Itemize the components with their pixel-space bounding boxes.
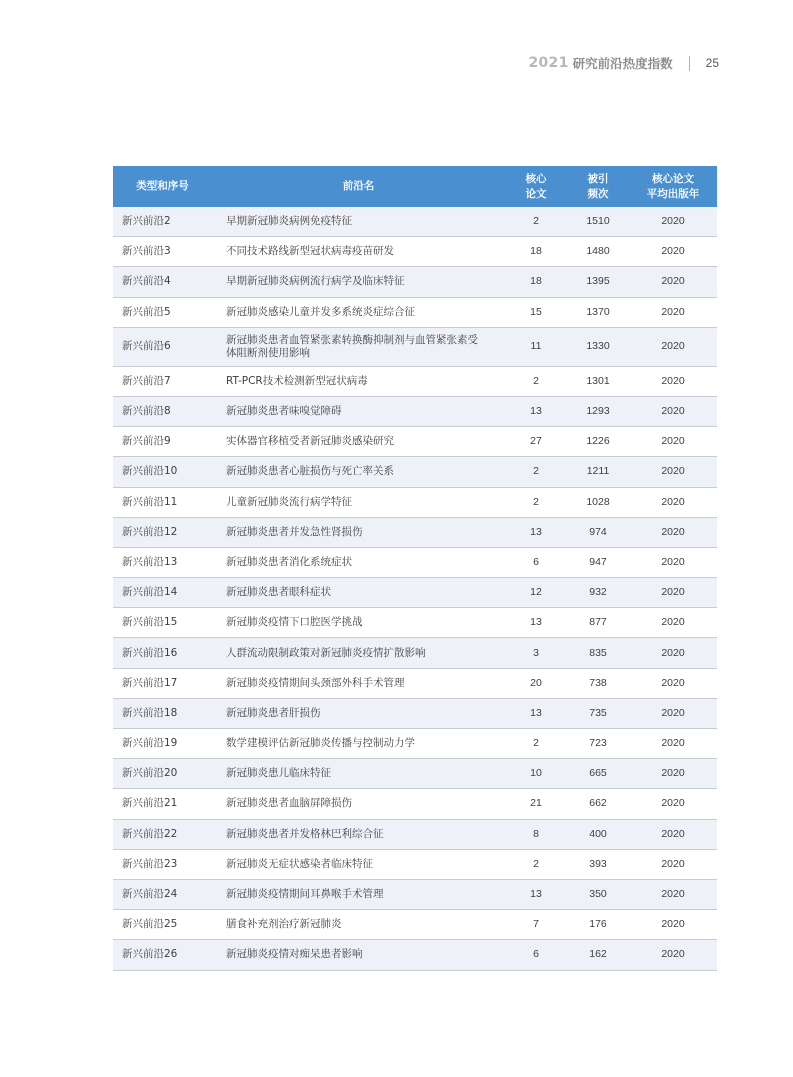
cell-core-papers: 13 <box>505 517 567 547</box>
cell-mean-year: 2020 <box>629 207 717 237</box>
table-row <box>113 427 717 457</box>
table-row <box>113 759 717 789</box>
table-row <box>113 487 717 517</box>
cell-citations: 1211 <box>567 457 629 487</box>
cell-citations: 162 <box>567 940 629 970</box>
cell-mean-year: 2020 <box>629 698 717 728</box>
cell-mean-year: 2020 <box>629 759 717 789</box>
report-title: 研究前沿热度指数 <box>572 56 673 71</box>
cell-front-id: 新兴前沿12 <box>113 517 212 547</box>
cell-front-name: 新冠肺炎患者味嗅觉障碍 <box>212 396 505 426</box>
cell-citations: 1510 <box>567 207 629 237</box>
cell-mean-year: 2020 <box>629 427 717 457</box>
cell-citations: 738 <box>567 668 629 698</box>
cell-front-name: 新冠肺炎患者肝损伤 <box>212 698 505 728</box>
cell-front-id: 新兴前沿24 <box>113 879 212 909</box>
cell-core-papers: 13 <box>505 879 567 909</box>
header-line: 核心 <box>525 172 547 185</box>
table-row <box>113 729 717 759</box>
cell-front-name: 新冠肺炎患者血管紧张素转换酶抑制剂与血管紧张素受体阻断剂使用影响 <box>212 327 505 366</box>
column-header-type-number <box>113 166 212 207</box>
header-line: 频次 <box>587 187 609 200</box>
cell-core-papers: 6 <box>505 547 567 577</box>
table-row <box>113 879 717 909</box>
cell-citations: 1293 <box>567 396 629 426</box>
cell-mean-year: 2020 <box>629 849 717 879</box>
cell-front-name: 新冠肺炎患儿临床特征 <box>212 759 505 789</box>
cell-citations: 835 <box>567 638 629 668</box>
table-row <box>113 396 717 426</box>
cell-citations: 1226 <box>567 427 629 457</box>
cell-citations: 1028 <box>567 487 629 517</box>
cell-citations: 974 <box>567 517 629 547</box>
cell-mean-year: 2020 <box>629 297 717 327</box>
page-number: 25 <box>705 56 719 70</box>
cell-citations: 947 <box>567 547 629 577</box>
cell-citations: 350 <box>567 879 629 909</box>
cell-citations: 723 <box>567 729 629 759</box>
cell-core-papers: 27 <box>505 427 567 457</box>
cell-front-id: 新兴前沿21 <box>113 789 212 819</box>
table-row <box>113 237 717 267</box>
cell-front-name: 不同技术路线新型冠状病毒疫苗研发 <box>212 237 505 267</box>
cell-core-papers: 21 <box>505 789 567 819</box>
cell-front-id: 新兴前沿3 <box>113 237 212 267</box>
cell-core-papers: 8 <box>505 819 567 849</box>
cell-front-id: 新兴前沿5 <box>113 297 212 327</box>
table-row <box>113 789 717 819</box>
table-row <box>113 819 717 849</box>
cell-front-name: 新冠肺炎感染儿童并发多系统炎症综合征 <box>212 297 505 327</box>
table-row <box>113 910 717 940</box>
table-row <box>113 698 717 728</box>
cell-core-papers: 3 <box>505 638 567 668</box>
cell-front-name: 实体器官移植受者新冠肺炎感染研究 <box>212 427 505 457</box>
cell-core-papers: 13 <box>505 698 567 728</box>
header-line: 类型和序号 <box>136 180 189 192</box>
cell-core-papers: 2 <box>505 729 567 759</box>
header-line: 平均出版年 <box>646 187 700 200</box>
cell-front-name: 膳食补充剂治疗新冠肺炎 <box>212 910 505 940</box>
cell-front-name: 新冠肺炎患者血脑屏障损伤 <box>212 789 505 819</box>
cell-citations: 1370 <box>567 297 629 327</box>
table-row <box>113 327 717 366</box>
table-row <box>113 608 717 638</box>
table-row <box>113 267 717 297</box>
table-body <box>113 207 717 970</box>
column-header-front-name <box>212 166 505 207</box>
cell-citations: 393 <box>567 849 629 879</box>
cell-citations: 662 <box>567 789 629 819</box>
cell-core-papers: 7 <box>505 910 567 940</box>
cell-mean-year: 2020 <box>629 267 717 297</box>
column-header-mean-year <box>629 166 717 207</box>
cell-mean-year: 2020 <box>629 547 717 577</box>
cell-front-id: 新兴前沿15 <box>113 608 212 638</box>
cell-mean-year: 2020 <box>629 638 717 668</box>
cell-front-id: 新兴前沿9 <box>113 427 212 457</box>
cell-front-name: 新冠肺炎疫情期间头颈部外科手术管理 <box>212 668 505 698</box>
cell-front-name: 早期新冠肺炎病例免疫特征 <box>212 207 505 237</box>
cell-mean-year: 2020 <box>629 366 717 396</box>
cell-front-name: RT-PCR技术检测新型冠状病毒 <box>212 366 505 396</box>
cell-front-id: 新兴前沿17 <box>113 668 212 698</box>
header-divider <box>689 56 690 71</box>
cell-core-papers: 18 <box>505 237 567 267</box>
cell-citations: 735 <box>567 698 629 728</box>
cell-front-name: 人群流动限制政策对新冠肺炎疫情扩散影响 <box>212 638 505 668</box>
cell-citations: 665 <box>567 759 629 789</box>
table-row <box>113 668 717 698</box>
cell-front-id: 新兴前沿26 <box>113 940 212 970</box>
table-row <box>113 638 717 668</box>
cell-citations: 1301 <box>567 366 629 396</box>
cell-mean-year: 2020 <box>629 457 717 487</box>
cell-citations: 877 <box>567 608 629 638</box>
cell-mean-year: 2020 <box>629 910 717 940</box>
cell-front-id: 新兴前沿19 <box>113 729 212 759</box>
table-row <box>113 578 717 608</box>
cell-mean-year: 2020 <box>629 396 717 426</box>
cell-core-papers: 2 <box>505 487 567 517</box>
table-header-row <box>113 166 717 207</box>
cell-core-papers: 12 <box>505 578 567 608</box>
cell-citations: 1395 <box>567 267 629 297</box>
table-row <box>113 207 717 237</box>
cell-citations: 1330 <box>567 327 629 366</box>
cell-mean-year: 2020 <box>629 819 717 849</box>
column-header-core-papers <box>505 166 567 207</box>
cell-front-name: 新冠肺炎疫情期间耳鼻喉手术管理 <box>212 879 505 909</box>
page-header <box>528 52 719 74</box>
cell-citations: 1480 <box>567 237 629 267</box>
cell-mean-year: 2020 <box>629 668 717 698</box>
cell-front-id: 新兴前沿6 <box>113 327 212 366</box>
cell-front-name: 新冠肺炎患者并发格林巴利综合征 <box>212 819 505 849</box>
cell-core-papers: 2 <box>505 457 567 487</box>
cell-front-id: 新兴前沿8 <box>113 396 212 426</box>
cell-front-name: 新冠肺炎患者消化系统症状 <box>212 547 505 577</box>
cell-mean-year: 2020 <box>629 608 717 638</box>
cell-mean-year: 2020 <box>629 237 717 267</box>
table-row <box>113 457 717 487</box>
cell-mean-year: 2020 <box>629 327 717 366</box>
cell-citations: 176 <box>567 910 629 940</box>
header-line: 前沿名 <box>342 180 375 192</box>
cell-core-papers: 18 <box>505 267 567 297</box>
cell-front-id: 新兴前沿16 <box>113 638 212 668</box>
cell-mean-year: 2020 <box>629 789 717 819</box>
cell-core-papers: 2 <box>505 849 567 879</box>
cell-core-papers: 10 <box>505 759 567 789</box>
cell-front-id: 新兴前沿20 <box>113 759 212 789</box>
cell-core-papers: 13 <box>505 396 567 426</box>
report-year: 2021 <box>528 55 569 71</box>
cell-citations: 400 <box>567 819 629 849</box>
cell-front-id: 新兴前沿23 <box>113 849 212 879</box>
cell-front-name: 数学建模评估新冠肺炎传播与控制动力学 <box>212 729 505 759</box>
cell-front-id: 新兴前沿14 <box>113 578 212 608</box>
header-line: 论文 <box>525 187 547 200</box>
cell-front-name: 儿童新冠肺炎流行病学特征 <box>212 487 505 517</box>
cell-front-name: 新冠肺炎患者心脏损伤与死亡率关系 <box>212 457 505 487</box>
cell-front-name: 早期新冠肺炎病例流行病学及临床特征 <box>212 267 505 297</box>
cell-mean-year: 2020 <box>629 940 717 970</box>
cell-front-id: 新兴前沿7 <box>113 366 212 396</box>
cell-front-id: 新兴前沿22 <box>113 819 212 849</box>
table-row <box>113 849 717 879</box>
header-line: 核心论文 <box>652 172 694 185</box>
cell-core-papers: 11 <box>505 327 567 366</box>
cell-front-name: 新冠肺炎患者并发急性肾损伤 <box>212 517 505 547</box>
cell-mean-year: 2020 <box>629 517 717 547</box>
cell-citations: 932 <box>567 578 629 608</box>
cell-front-id: 新兴前沿11 <box>113 487 212 517</box>
cell-front-id: 新兴前沿13 <box>113 547 212 577</box>
cell-front-name: 新冠肺炎疫情对痴呆患者影响 <box>212 940 505 970</box>
cell-front-id: 新兴前沿18 <box>113 698 212 728</box>
table-row <box>113 547 717 577</box>
cell-front-id: 新兴前沿2 <box>113 207 212 237</box>
table-row <box>113 366 717 396</box>
cell-mean-year: 2020 <box>629 578 717 608</box>
cell-core-papers: 13 <box>505 608 567 638</box>
cell-mean-year: 2020 <box>629 879 717 909</box>
cell-front-name: 新冠肺炎无症状感染者临床特征 <box>212 849 505 879</box>
cell-front-id: 新兴前沿25 <box>113 910 212 940</box>
cell-core-papers: 6 <box>505 940 567 970</box>
header-line: 被引 <box>587 172 609 185</box>
cell-front-id: 新兴前沿4 <box>113 267 212 297</box>
cell-core-papers: 20 <box>505 668 567 698</box>
cell-front-name: 新冠肺炎患者眼科症状 <box>212 578 505 608</box>
cell-mean-year: 2020 <box>629 729 717 759</box>
cell-core-papers: 2 <box>505 207 567 237</box>
table-row <box>113 297 717 327</box>
cell-core-papers: 15 <box>505 297 567 327</box>
cell-core-papers: 2 <box>505 366 567 396</box>
research-fronts-table <box>113 166 717 971</box>
table-row <box>113 517 717 547</box>
cell-front-id: 新兴前沿10 <box>113 457 212 487</box>
column-header-citations <box>567 166 629 207</box>
cell-mean-year: 2020 <box>629 487 717 517</box>
cell-front-name: 新冠肺炎疫情下口腔医学挑战 <box>212 608 505 638</box>
table-row <box>113 940 717 970</box>
